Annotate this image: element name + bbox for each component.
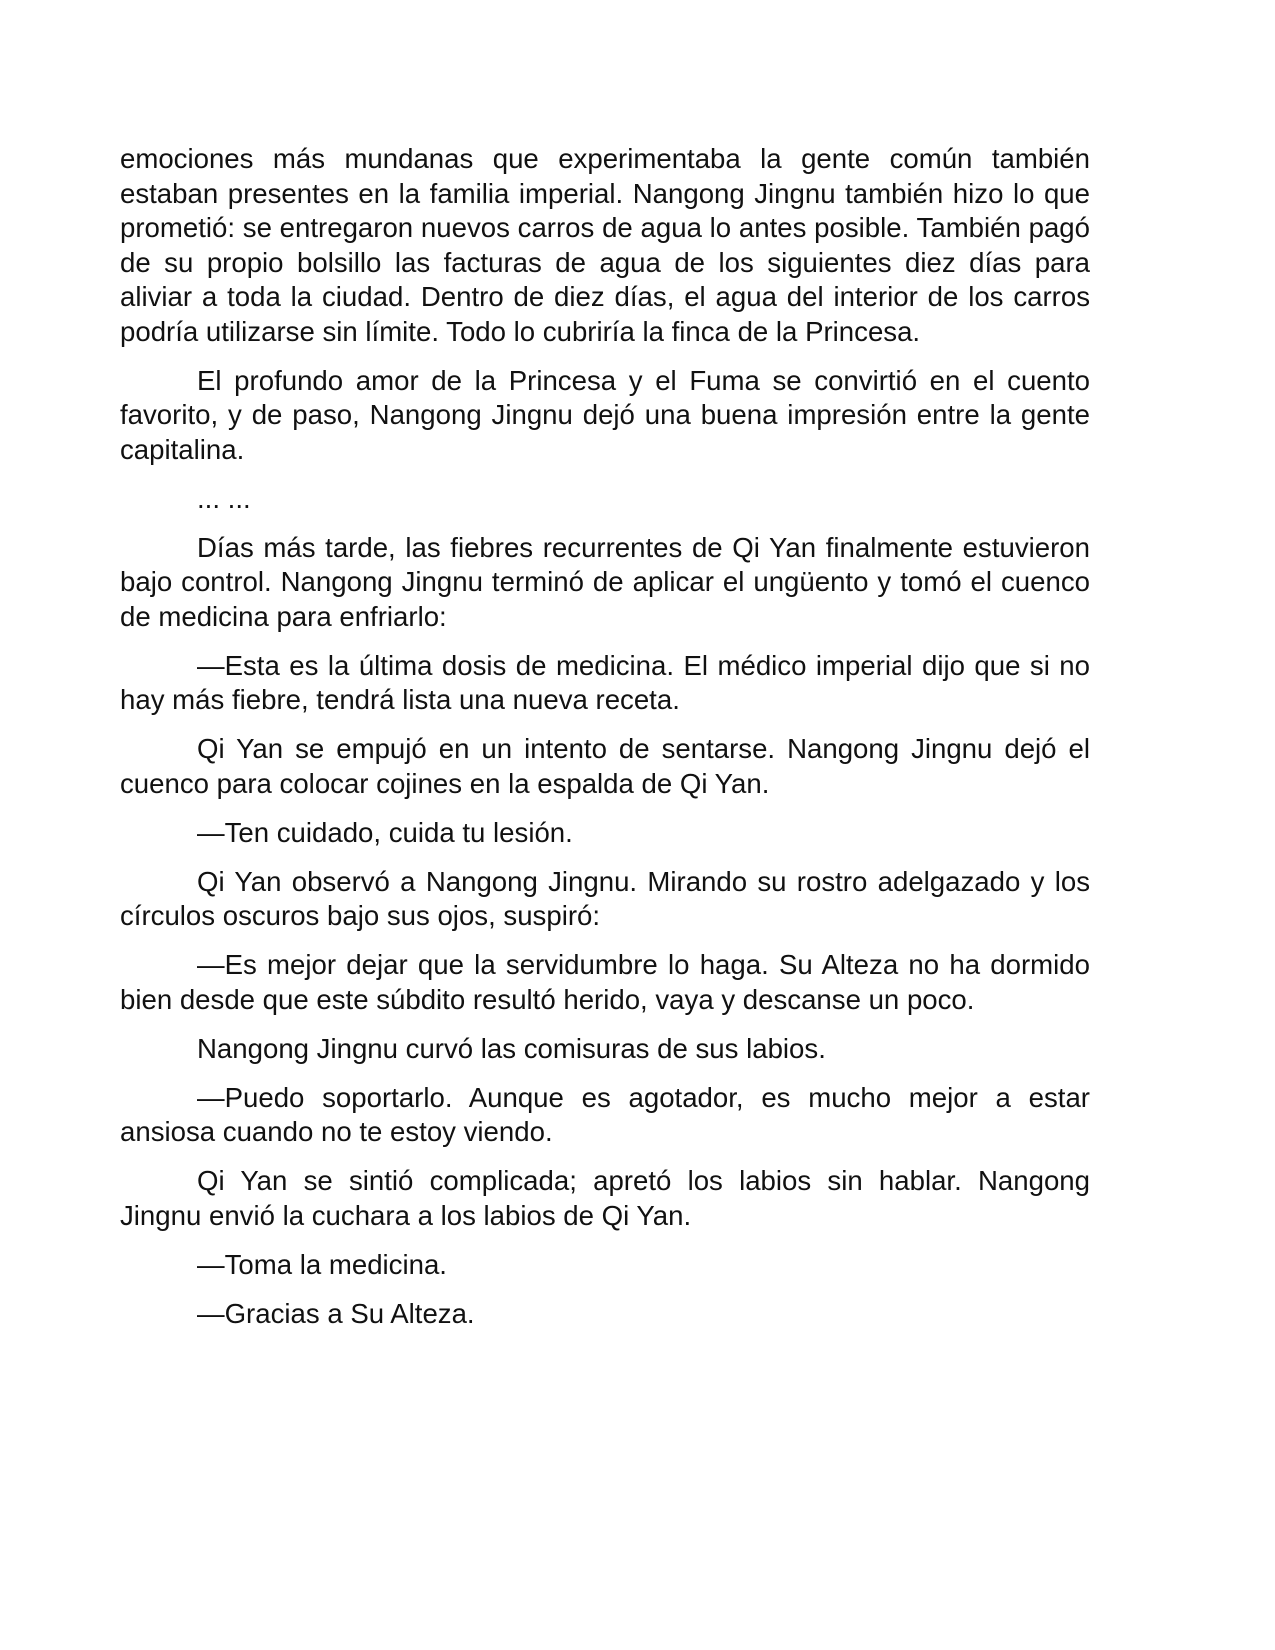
dialogue-paragraph: —Puedo soportarlo. Aunque es agotador, es mucho mejor a estar ansiosa cuando no te estoy viendo. xyxy=(120,1081,1090,1147)
paragraph: Qi Yan observó a Nangong Jingnu. Mirando su rostro adelgazado y los círculos oscuros bajo sus ojos, suspiró: xyxy=(120,865,1090,931)
document-page xyxy=(120,142,1090,1346)
paragraph: Qi Yan se sintió complicada; apretó los labios sin hablar. Nangong Jingnu envió la cuchara a los labios de Qi Yan. xyxy=(120,1165,1090,1231)
dialogue-paragraph: —Es mejor dejar que la servidumbre lo haga. Su Alteza no ha dormido bien desde que este súbdito resultó herido, vaya y descanse un poco. xyxy=(120,949,1090,1015)
paragraph: El profundo amor de la Princesa y el Fuma se convirtió en el cuento favorito, y de paso, Nangong Jingnu dejó una buena impresión entre la gente capitalina. xyxy=(120,364,1090,465)
dialogue-paragraph: —Ten cuidado, cuida tu lesión. xyxy=(197,816,573,848)
dialogue-paragraph: —Toma la medicina. xyxy=(197,1248,447,1280)
dialogue-paragraph: —Esta es la última dosis de medicina. El médico imperial dijo que si no hay más fiebre, tendrá lista una nueva receta. xyxy=(120,649,1090,715)
dialogue-paragraph: —Gracias a Su Alteza. xyxy=(197,1297,475,1329)
paragraph: Días más tarde, las fiebres recurrentes de Qi Yan finalmente estuvieron bajo control. Nangong Jingnu terminó de aplicar el ungüento y tomó el cuenco de medicina para enfriarlo: xyxy=(120,531,1090,632)
paragraph-continued: emociones más mundanas que experimentaba la gente común también estaban presentes en la familia imperial. Nangong Jingnu también hizo lo que prometió: se entregaron nuevos carros de agua lo antes posible. También pagó de su propio bolsillo las facturas de agua de los siguientes diez días para aliviar a toda la ciudad. Dentro de diez días, el agua del interior de los carros podría utilizarse sin límite. Todo lo cubriría la finca de la Princesa. xyxy=(120,143,1090,347)
paragraph: Qi Yan se empujó en un intento de sentarse. Nangong Jingnu dejó el cuenco para colocar cojines en la espalda de Qi Yan. xyxy=(120,733,1090,799)
paragraph: Nangong Jingnu curvó las comisuras de sus labios. xyxy=(197,1032,826,1064)
scene-break: ... ... xyxy=(197,482,251,514)
